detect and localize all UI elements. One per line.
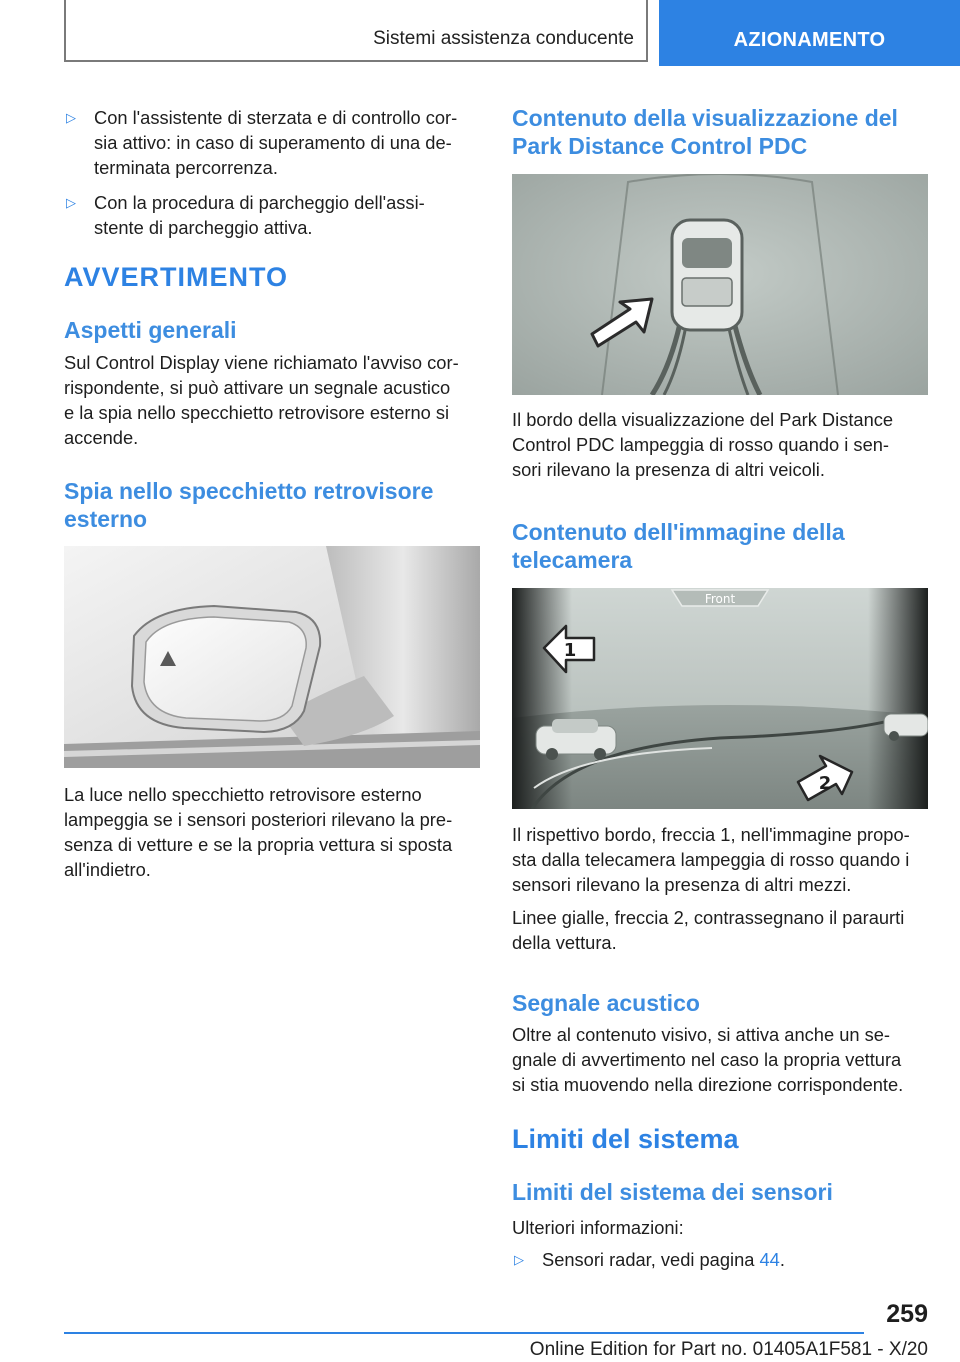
camera-view-illustration [512, 588, 928, 809]
bullet-item-text [542, 1247, 928, 1272]
camera-arrow-1-label: 1 [563, 640, 577, 661]
camera-heading [512, 518, 928, 574]
limits-heading: Limiti del sistema [512, 1124, 739, 1154]
text-line: terminata percorrenza. [94, 157, 278, 178]
heading-line: esterno [64, 506, 148, 532]
camera-arrow-2-label: 2 [818, 773, 832, 794]
text-line: Oltre al contenuto visivo, si attiva anche un se- [512, 1024, 891, 1045]
radar-suffix: . [779, 1249, 785, 1270]
mirror-paragraph [64, 782, 480, 882]
mirror-heading [64, 477, 480, 533]
heading-line: Spia nello specchietto retrovisore [64, 478, 434, 504]
pdc-paragraph [512, 407, 928, 482]
header-section-title: Sistemi assistenza conducente [373, 28, 634, 49]
warning-heading: AVVERTIMENTO [64, 262, 289, 292]
mirror-figure [64, 546, 480, 768]
footer-edition-text: Online Edition for Part no. 01405A1F581 - X/20 [529, 1339, 928, 1360]
text-line: rispondente, si può attivare un segnale acustico [64, 377, 451, 398]
bullet-triangle-icon: ▷ [66, 110, 76, 125]
text-line: Sul Control Display viene richiamato l'avviso cor- [64, 352, 459, 373]
text-line: e la spia nello specchietto retrovisore esterno si [64, 402, 450, 423]
general-paragraph [64, 350, 480, 450]
text-line: Linee gialle, freccia 2, contrassegnano il paraurti [512, 907, 905, 928]
text-line: si stia muovendo nella direzione corrispondente. [512, 1074, 904, 1095]
pdc-heading [512, 104, 928, 160]
general-heading: Aspetti generali [64, 317, 237, 343]
text-line: stente di parcheggio attiva. [94, 217, 313, 238]
camera-front-label: Front [704, 592, 736, 606]
acoustic-heading: Segnale acustico [512, 990, 700, 1016]
acoustic-paragraph [512, 1022, 928, 1097]
heading-line: Contenuto dell'immagine della [512, 519, 845, 545]
bullet-triangle-icon: ▷ [66, 195, 76, 210]
pdc-display-illustration [512, 174, 928, 395]
side-mirror-illustration [64, 546, 480, 768]
text-line: lampeggia se i sensori posteriori rilevano la pre- [64, 809, 453, 830]
heading-line: Park Distance Control PDC [512, 133, 808, 159]
pdc-figure [512, 174, 928, 395]
header-chapter-tab-label: AZIONAMENTO [733, 29, 886, 51]
text-line: sensori rilevano la presenza di altri mezzi. [512, 874, 852, 895]
text-line: Con l'assistente di sterzata e di controllo cor- [94, 107, 458, 128]
camera-paragraph-2 [512, 905, 928, 955]
footer-rule [64, 1332, 864, 1334]
text-line: senza di vetture e se la propria vettura si sposta [64, 834, 453, 855]
text-line: sia attivo: in caso di superamento di una de- [94, 132, 452, 153]
text-line: gnale di avvertimento nel caso la propria vettura [512, 1049, 902, 1070]
bullet-item-radar [512, 1247, 928, 1272]
text-line: Il rispettivo bordo, freccia 1, nell'immagine propo- [512, 824, 910, 845]
header-section-box [64, 0, 648, 62]
text-line: della vettura. [512, 932, 617, 953]
sensor-limits-heading: Limiti del sistema dei sensori [512, 1179, 833, 1205]
text-line: Il bordo della visualizzazione del Park Distance [512, 409, 894, 430]
bullet-item-text [94, 190, 480, 240]
camera-figure [512, 588, 928, 809]
bullet-item-parking [64, 190, 480, 240]
header-chapter-tab[interactable] [659, 0, 960, 66]
camera-paragraph-1 [512, 822, 928, 897]
bullet-triangle-icon: ▷ [514, 1252, 524, 1267]
further-info-text: Ulteriori informazioni: [512, 1217, 684, 1238]
text-line: all'indietro. [64, 859, 151, 880]
radar-text: Sensori radar, vedi pagina [542, 1249, 760, 1270]
text-line: Control PDC lampeggia di rosso quando i sen- [512, 434, 889, 455]
heading-line: Contenuto della visualizzazione del [512, 105, 898, 131]
page-number: 259 [886, 1300, 928, 1328]
page-link-44[interactable]: 44 [759, 1249, 780, 1270]
text-line: accende. [64, 427, 139, 448]
bullet-item-text [94, 105, 480, 180]
text-line: sta dalla telecamera lampeggia di rosso quando i [512, 849, 910, 870]
text-line: Con la procedura di parcheggio dell'assi- [94, 192, 425, 213]
text-line: sori rilevano la presenza di altri veicoli. [512, 459, 825, 480]
bullet-item-steering [64, 105, 480, 180]
text-line: La luce nello specchietto retrovisore esterno [64, 784, 422, 805]
heading-line: telecamera [512, 547, 633, 573]
